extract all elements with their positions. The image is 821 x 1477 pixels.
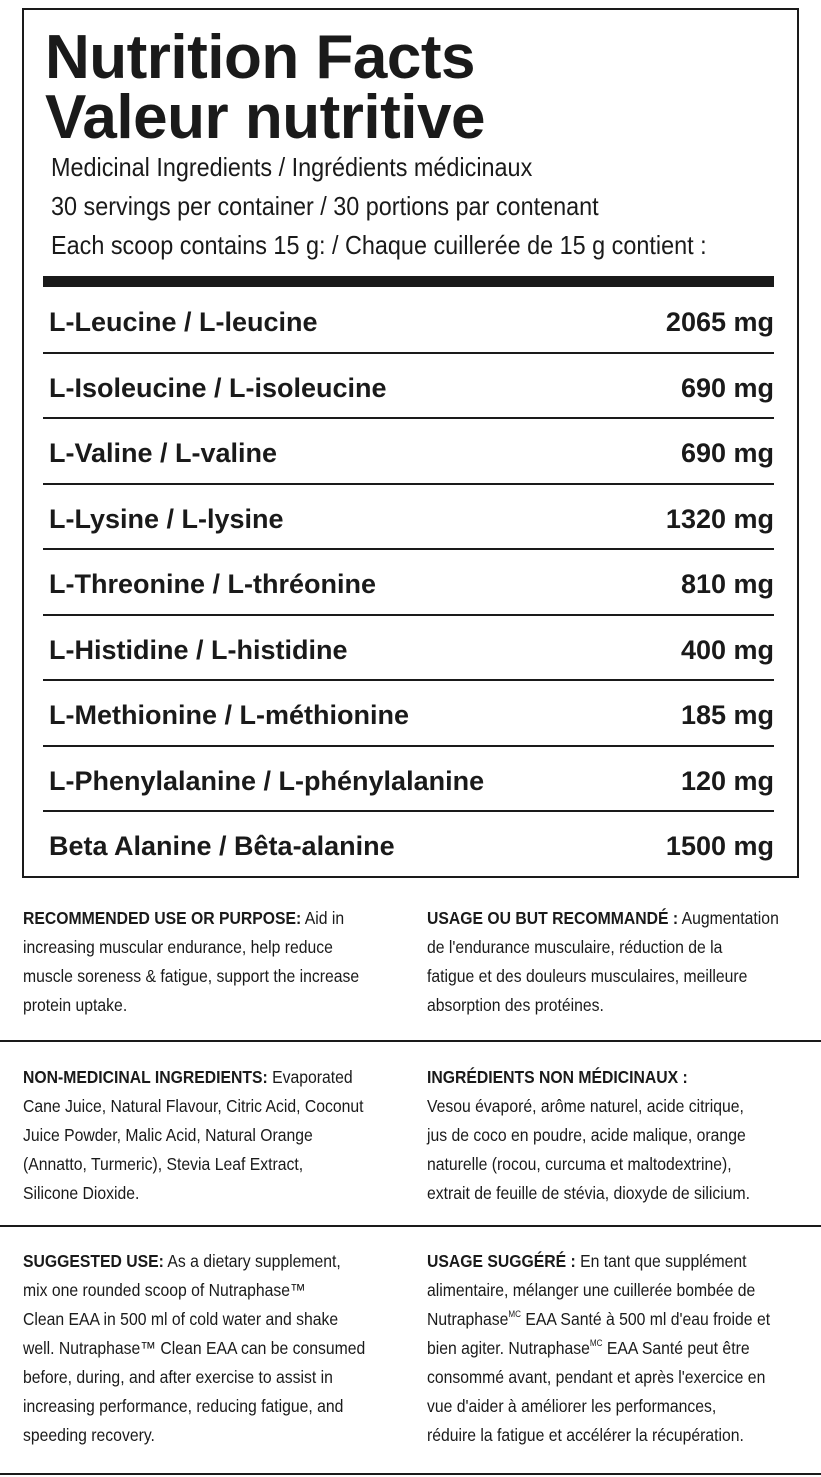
suggested-use-text-fr: consommé avant, pendant et après l'exercice en [427,1367,766,1387]
ingredient-row [43,419,774,485]
section-divider [0,1040,821,1042]
recommended-use-text: increasing muscular endurance, help reduce [23,937,333,957]
ingredient-amount: 690 mg [680,438,774,468]
recommended-use-text: Aid in [301,908,345,928]
non-medicinal-text: Cane Juice, Natural Flavour, Citric Acid, Coconut [23,1096,364,1116]
non-medicinal-label-fr: INGRÉDIENTS NON MÉDICINAUX : [427,1067,688,1087]
suggested-use-text: speeding recovery. [23,1425,155,1445]
non-medicinal-text-fr: Vesou évaporé, arôme naturel, acide citrique, [427,1096,744,1116]
title-english: Nutrition Facts [45,23,475,92]
section-divider [0,1473,821,1475]
suggested-use-text: well. Nutraphase™ Clean EAA can be consumed [23,1338,366,1358]
suggested-use-text-fr: En tant que supplément [575,1251,747,1271]
ingredient-amount: 2065 mg [665,307,774,337]
recommended-use-label-fr: USAGE OU BUT RECOMMANDÉ : [427,908,679,928]
ingredient-name: Beta Alanine / Bêta-alanine [49,831,395,861]
suggested-use-text-fr: EAA Santé à 500 ml d'eau froide et [521,1309,771,1329]
non-medicinal-text: Evaporated [267,1067,353,1087]
section-divider [0,1225,821,1227]
suggested-use-text: before, during, and after exercise to assist in [23,1367,333,1387]
ingredient-amount: 810 mg [680,569,774,599]
suggested-use-text-fr: EAA Santé peut être [602,1338,750,1358]
recommended-use-text: muscle soreness & fatigue, support the increase [23,966,360,986]
suggested-use-text-fr: réduire la fatigue et accélérer la récupération. [427,1425,744,1445]
medicinal-ingredients-heading: Medicinal Ingredients / Ingrédients médicinaux [51,152,533,182]
ingredient-amount: 185 mg [680,700,774,730]
ingredient-name: L-Phenylalanine / L-phénylalanine [49,765,485,796]
ingredient-amount: 690 mg [680,372,774,403]
non-medicinal-text: (Annatto, Turmeric), Stevia Leaf Extract, [23,1154,304,1174]
suggested-use-text-fr: vue d'aider à améliorer les performances, [427,1396,717,1416]
trademark-superscript: MC [508,1309,522,1319]
suggested-use-label: SUGGESTED USE: [23,1251,164,1271]
non-medicinal-text-fr: naturelle (rocou, curcuma et maltodextrine), [427,1154,732,1174]
ingredient-row [43,812,774,878]
suggested-use-english [23,1247,376,1450]
ingredient-amount: 1500 mg [665,831,774,861]
ingredient-row [43,616,774,682]
suggested-use-label-fr: USAGE SUGGÉRÉ : [427,1251,576,1271]
non-medicinal-text: Silicone Dioxide. [23,1183,140,1203]
recommended-use-text-fr: Augmentation [678,908,779,928]
suggested-use-text: Clean EAA in 500 ml of cold water and shake [23,1309,339,1329]
ingredient-name: L-Valine / L-valine [49,438,278,468]
thick-divider [43,276,774,287]
non-medicinal-label: NON-MEDICINAL INGREDIENTS: [23,1067,268,1087]
suggested-use-french [427,1247,780,1450]
title-french: Valeur nutritive [45,83,485,152]
servings-per-container: 30 servings per container / 30 portions par contenant [51,191,599,221]
non-medicinal-french [427,1063,780,1208]
ingredient-name: L-Threonine / L-thréonine [49,569,376,599]
ingredient-name: L-Lysine / L-lysine [49,503,284,534]
ingredient-name: L-Leucine / L-leucine [49,307,318,337]
suggested-use-text: As a dietary supplement, [163,1251,341,1271]
non-medicinal-text-fr: extrait de feuille de stévia, dioxyde de silicium. [427,1183,751,1203]
non-medicinal-text-fr: jus de coco en poudre, acide malique, orange [427,1125,746,1145]
recommended-use-text-fr: fatigue et des douleurs musculaires, meilleure [427,966,748,986]
recommended-use-label: RECOMMENDED USE OR PURPOSE: [23,908,302,928]
recommended-use-text-fr: de l'endurance musculaire, réduction de la [427,937,723,957]
recommended-use-english [23,904,376,1020]
ingredient-name: L-Isoleucine / L-isoleucine [49,372,387,403]
suggested-use-text: increasing performance, reducing fatigue, and [23,1396,344,1416]
ingredient-row [43,681,774,747]
suggested-use-text: mix one rounded scoop of Nutraphase™ [23,1280,306,1300]
ingredient-list [43,288,774,878]
recommended-use-french [427,904,780,1020]
ingredient-amount: 120 mg [680,765,774,796]
suggested-use-text-fr: bien agiter. Nutraphase [427,1338,590,1358]
recommended-use-text: protein uptake. [23,995,128,1015]
non-medicinal-english [23,1063,376,1208]
suggested-use-text-fr: alimentaire, mélanger une cuillerée bombée de [427,1280,756,1300]
suggested-use-text-fr: Nutraphase [427,1309,509,1329]
non-medicinal-text: Juice Powder, Malic Acid, Natural Orange [23,1125,313,1145]
ingredient-row [43,288,774,354]
ingredient-row [43,550,774,616]
scoop-size: Each scoop contains 15 g: / Chaque cuillerée de 15 g contient : [51,230,707,260]
recommended-use-text-fr: absorption des protéines. [427,995,604,1015]
ingredient-row [43,354,774,420]
ingredient-row [43,485,774,551]
nutrition-facts-panel [22,8,799,878]
ingredient-name: L-Methionine / L-méthionine [49,700,409,730]
ingredient-name: L-Histidine / L-histidine [49,634,348,665]
trademark-superscript: MC [589,1338,603,1348]
ingredient-row [43,747,774,813]
ingredient-amount: 1320 mg [665,503,774,534]
ingredient-amount: 400 mg [680,634,774,665]
